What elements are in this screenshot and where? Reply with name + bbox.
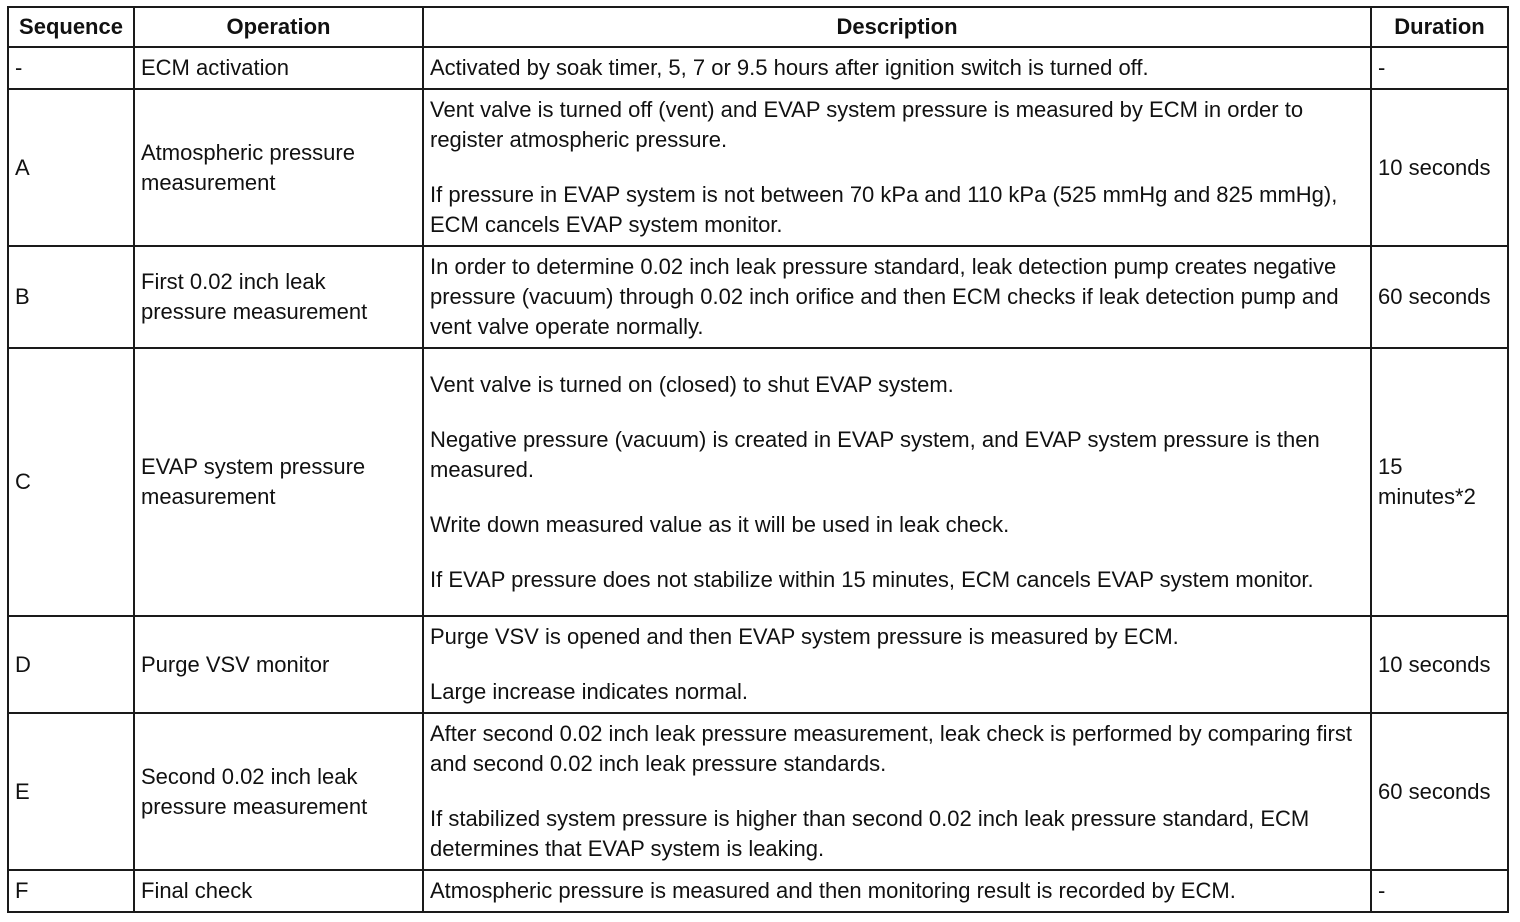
cell-description bbox=[423, 348, 1371, 616]
cell-description bbox=[423, 47, 1371, 89]
cell-duration: - bbox=[1371, 870, 1508, 912]
cell-duration: 15 minutes*2 bbox=[1371, 348, 1508, 616]
table-header bbox=[8, 7, 1508, 47]
header-row bbox=[8, 7, 1508, 47]
cell-sequence: B bbox=[8, 246, 134, 348]
cell-description bbox=[423, 870, 1371, 912]
description-paragraph: Vent valve is turned off (vent) and EVAP system pressure is measured by ECM in order to register atmospheric pressure. bbox=[430, 97, 1304, 152]
cell-operation: Purge VSV monitor bbox=[134, 616, 423, 713]
cell-operation: EVAP system pressure measurement bbox=[134, 348, 423, 616]
cell-description bbox=[423, 246, 1371, 348]
table-row bbox=[8, 616, 1508, 713]
description-paragraph: Atmospheric pressure is measured and then monitoring result is recorded by ECM. bbox=[430, 878, 1236, 903]
cell-sequence: A bbox=[8, 89, 134, 246]
cell-operation: Second 0.02 inch leak pressure measurement bbox=[134, 713, 423, 870]
description-paragraph: Large increase indicates normal. bbox=[430, 679, 748, 704]
evap-monitor-sequence-table bbox=[7, 6, 1509, 913]
header-operation: Operation bbox=[134, 7, 423, 47]
description-paragraph: In order to determine 0.02 inch leak pressure standard, leak detection pump creates negative pressure (vacuum) through 0.02 inch orifice and then ECM checks if leak detection pump and vent valve operate normally. bbox=[430, 254, 1339, 339]
table-row bbox=[8, 47, 1508, 89]
table-body bbox=[8, 47, 1508, 912]
cell-sequence: E bbox=[8, 713, 134, 870]
cell-duration: 60 seconds bbox=[1371, 713, 1508, 870]
cell-sequence: - bbox=[8, 47, 134, 89]
description-paragraph: Negative pressure (vacuum) is created in EVAP system, and EVAP system pressure is then measured. bbox=[430, 426, 1320, 482]
table-row bbox=[8, 89, 1508, 246]
cell-sequence: C bbox=[8, 348, 134, 616]
description-paragraph: If pressure in EVAP system is not between 70 kPa and 110 kPa (525 mmHg and 825 mmHg), ECM cancels EVAP system monitor. bbox=[430, 182, 1338, 237]
cell-description bbox=[423, 89, 1371, 246]
cell-sequence: F bbox=[8, 870, 134, 912]
table-row bbox=[8, 246, 1508, 348]
header-duration: Duration bbox=[1371, 7, 1508, 47]
table-row bbox=[8, 870, 1508, 912]
cell-operation: Atmospheric pressure measurement bbox=[134, 89, 423, 246]
cell-operation: First 0.02 inch leak pressure measurement bbox=[134, 246, 423, 348]
header-description: Description bbox=[423, 7, 1371, 47]
description-paragraph: If stabilized system pressure is higher than second 0.02 inch leak pressure standard, ECM determines that EVAP system is leaking. bbox=[430, 806, 1310, 861]
cell-duration: 10 seconds bbox=[1371, 89, 1508, 246]
cell-operation: ECM activation bbox=[134, 47, 423, 89]
description-paragraph: Vent valve is turned on (closed) to shut EVAP system. bbox=[430, 371, 954, 397]
cell-description bbox=[423, 713, 1371, 870]
cell-duration: 60 seconds bbox=[1371, 246, 1508, 348]
description-paragraph: After second 0.02 inch leak pressure measurement, leak check is performed by comparing first and second 0.02 inch leak pressure standards. bbox=[430, 721, 1352, 776]
cell-duration: - bbox=[1371, 47, 1508, 89]
description-paragraph: If EVAP pressure does not stabilize within 15 minutes, ECM cancels EVAP system monitor. bbox=[430, 566, 1314, 592]
header-sequence: Sequence bbox=[8, 7, 134, 47]
table-row bbox=[8, 348, 1508, 616]
cell-duration: 10 seconds bbox=[1371, 616, 1508, 713]
description-paragraph: Purge VSV is opened and then EVAP system pressure is measured by ECM. bbox=[430, 624, 1179, 649]
description-paragraph: Activated by soak timer, 5, 7 or 9.5 hours after ignition switch is turned off. bbox=[430, 55, 1149, 80]
cell-operation: Final check bbox=[134, 870, 423, 912]
table-row bbox=[8, 713, 1508, 870]
cell-sequence: D bbox=[8, 616, 134, 713]
description-paragraph: Write down measured value as it will be used in leak check. bbox=[430, 511, 1010, 537]
cell-description bbox=[423, 616, 1371, 713]
